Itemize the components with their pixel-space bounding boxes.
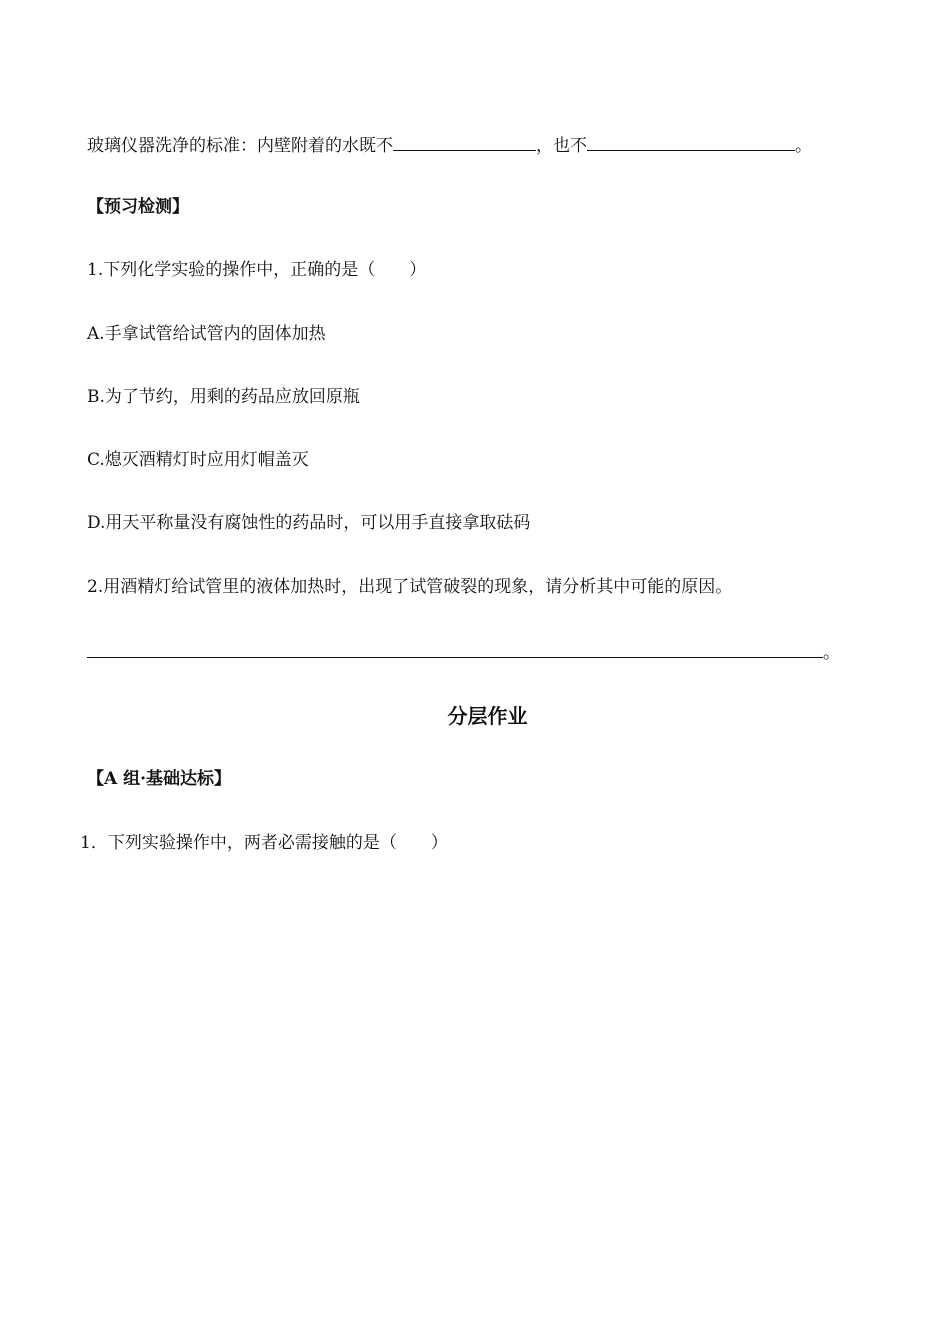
wash-standard-end: 。 xyxy=(795,136,812,156)
answer-blank-1[interactable] xyxy=(393,133,536,151)
wash-standard-middle: ，也不 xyxy=(536,136,587,156)
q1-option-b: B.为了节约，用剩的药品应放回原瓶 xyxy=(87,387,360,407)
group-a-heading: 【A 组·基础达标】 xyxy=(87,769,232,789)
answer-blank-2[interactable] xyxy=(587,133,795,151)
wash-standard-prefix: 玻璃仪器洗净的标准：内壁附着的水既不 xyxy=(87,136,393,156)
q2-stem: 2.用酒精灯给试管里的液体加热时，出现了试管破裂的现象，请分析其中可能的原因。 xyxy=(87,577,733,597)
q1-option-d: D.用天平称量没有腐蚀性的药品时，可以用手直接拿取砝码 xyxy=(87,513,531,533)
homework-title: 分层作业 xyxy=(447,704,528,728)
q2-answer-end: 。 xyxy=(823,643,840,663)
q2-answer-blank[interactable] xyxy=(87,640,823,658)
homework-q1-stem: 1．下列实验操作中，两者必需接触的是（ ） xyxy=(80,833,448,853)
preview-check-heading: 【预习检测】 xyxy=(87,197,189,217)
q1-option-c: C.熄灭酒精灯时应用灯帽盖灭 xyxy=(87,450,309,470)
q2-answer-line xyxy=(87,640,840,664)
q1-stem: 1.下列化学实验的操作中，正确的是（ ） xyxy=(87,260,427,280)
q1-option-a: A.手拿试管给试管内的固体加热 xyxy=(87,324,326,344)
wash-standard-line xyxy=(87,133,812,157)
